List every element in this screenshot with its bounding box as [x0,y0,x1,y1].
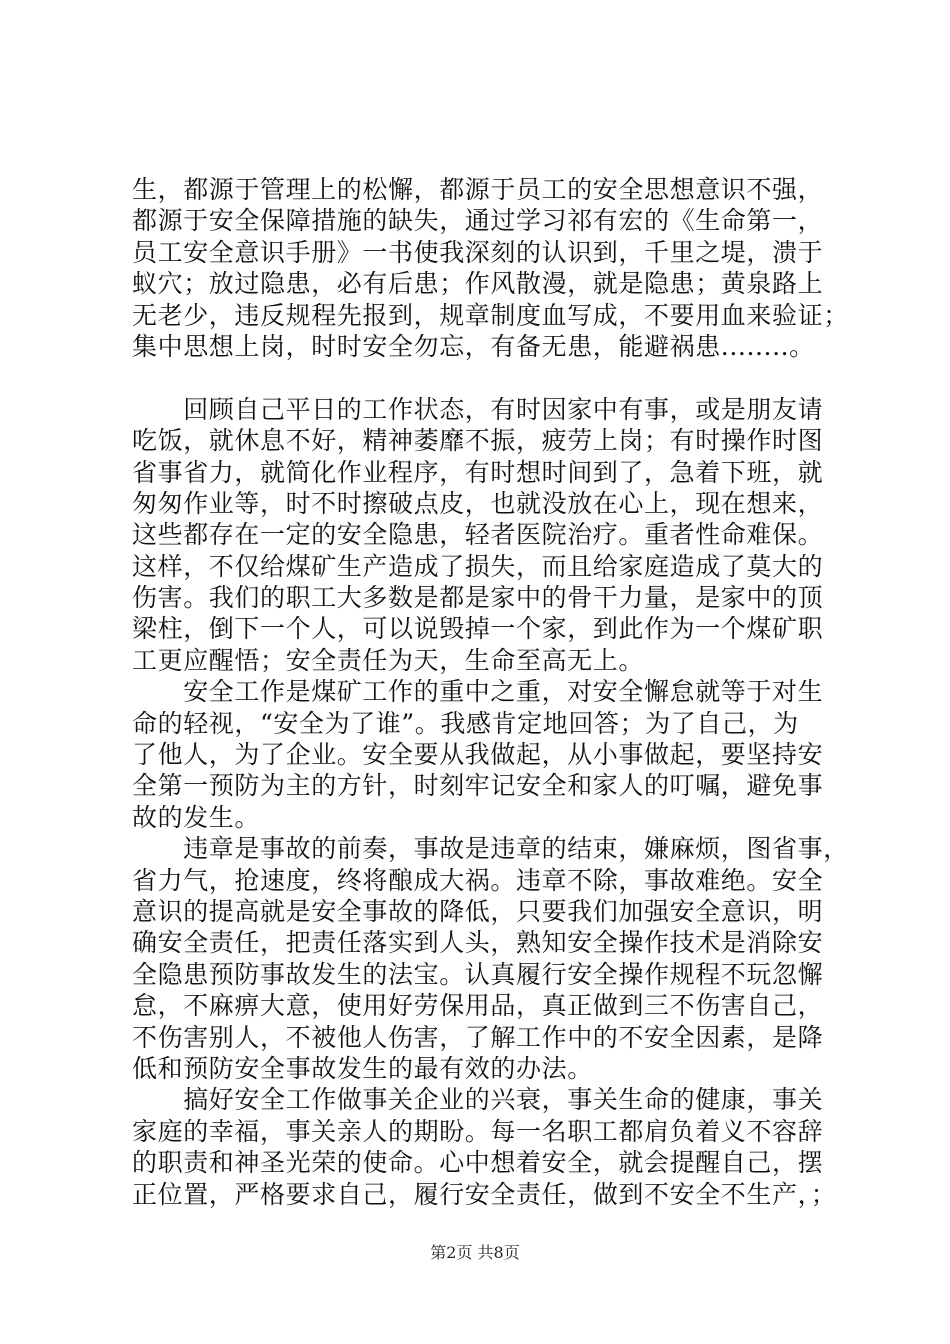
text-line: 生，都源于管理上的松懈，都源于员工的安全思想意识不强， [132,175,824,204]
text-line: 搞好安全工作做事关企业的兴衰，事关生命的健康，事关 [132,1085,824,1115]
text-line: 正位置，严格要求自己，履行安全责任，做到不安全不生产，； [132,1179,837,1209]
text-line: 意识的提高就是安全事故的降低，只要我们加强安全意识，明 [132,896,824,926]
text-line: 无老少，违反规程先报到，规章制度血写成，不要用血来验证； [132,300,849,330]
text-line: 回顾自己平日的工作状态，有时因家中有事，或是朋友请 [132,394,824,424]
text-line: 工更应醒悟；安全责任为天，生命至高无上。 [132,645,645,675]
paragraph [132,676,832,833]
text-line: 都源于安全保障措施的缺失，通过学习祁有宏的《生命第一， [132,206,824,236]
text-line: 怠，不麻痹大意，使用好劳保用品，真正做到三不伤害自己， [132,991,824,1021]
text-line: 的职责和神圣光荣的使命。心中想着安全，就会提醒自己，摆 [132,1148,824,1178]
text-line: 蚁穴；放过隐患，必有后患；作风散漫，就是隐患；黄泉路上 [132,269,824,299]
text-line: 省事省力，就简化作业程序，有时想时间到了，急着下班，就 [132,457,824,487]
document-body [132,174,849,1210]
page-footer [0,1243,950,1263]
text-line: 省力气，抢速度，终将酿成大祸。违章不除，事故难绝。安全 [132,865,824,895]
paragraph [132,1084,837,1210]
page-number-label: 第2页 共8页 [430,1243,520,1262]
text-line: 不伤害别人，不被他人伤害，了解工作中的不安全因素，是降 [132,1022,824,1052]
text-line: 这样，不仅给煤矿生产造成了损失，而且给家庭造成了莫大的 [132,551,824,581]
text-line: 全第一预防为主的方针，时刻牢记安全和家人的叮嘱，避免事 [132,771,824,801]
paragraph [132,174,849,362]
text-line: 伤害。我们的职工大多数是都是家中的骨干力量，是家中的顶 [132,583,824,613]
paragraph-gap [132,362,832,393]
text-line: 员工安全意识手册》一书使我深刻的认识到，千里之堤，溃于 [132,237,824,267]
text-line: 低和预防安全事故发生的最有效的办法。 [132,1053,593,1083]
text-line: 全隐患预防事故发生的法宝。认真履行安全操作规程不玩忽懈 [132,959,824,989]
text-line: 命的轻视，“安全为了谁”。我感肯定地回答；为了自己，为 [132,708,799,738]
text-line: 家庭的幸福，事关亲人的期盼。每一名职工都肩负着义不容辞 [132,1116,824,1146]
text-line: 违章是事故的前奏，事故是违章的结束，嫌麻烦，图省事， [132,834,849,864]
paragraph [132,394,832,677]
text-line: 这些都存在一定的安全隐患，轻者医院治疗。重者性命难保。 [132,520,824,550]
text-line: 安全工作是煤矿工作的重中之重，对安全懈怠就等于对生 [132,677,824,707]
text-line: 吃饭，就休息不好，精神萎靡不振，疲劳上岗；有时操作时图 [132,426,824,456]
text-line: 确安全责任，把责任落实到人头，熟知安全操作技术是消除安 [132,928,824,958]
text-line: 故的发生。 [132,802,261,832]
text-line: 集中思想上岗，时时安全勿忘，有备无患，能避祸患........。 [132,331,815,361]
text-line: 了他人，为了企业。安全要从我做起，从小事做起，要坚持安 [132,740,824,770]
text-line: 匆匆作业等，时不时擦破点皮，也就没放在心上，现在想来， [132,488,824,518]
text-line: 梁柱，倒下一个人，可以说毁掉一个家，到此作为一个煤矿职 [132,614,824,644]
paragraph [132,833,849,1084]
